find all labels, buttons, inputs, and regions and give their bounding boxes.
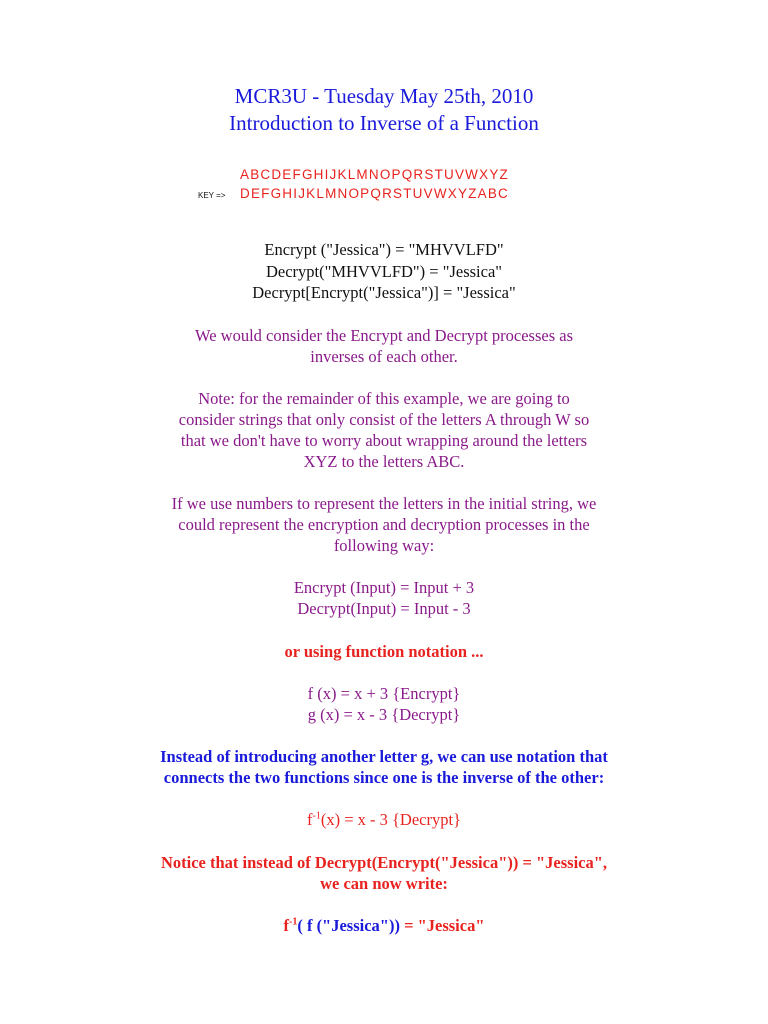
paragraph-inverse-line-2: inverses of each other. <box>310 347 458 366</box>
formula-g: g (x) = x - 3 {Decrypt} <box>307 705 461 724</box>
paragraph-numbers-line-2: could represent the encryption and decryption processes in the <box>178 515 590 534</box>
formula-f: f (x) = x + 3 {Encrypt} <box>307 684 461 703</box>
formula-final-f: f <box>283 916 289 935</box>
paragraph-notice-line-2: we can now write: <box>320 874 448 893</box>
formula-inverse-exponent: -1 <box>312 810 321 822</box>
formula-final <box>0 916 768 936</box>
example-composition: Decrypt[Encrypt("Jessica")] = "Jessica" <box>252 283 516 302</box>
paragraph-instead-line-1: Instead of introducing another letter g, we can use notation that <box>160 747 608 766</box>
formula-final-rest: = "Jessica" <box>399 916 485 935</box>
paragraph-note-line-2: consider strings that only consist of the letters A through W so <box>178 410 590 429</box>
cipher-shifted-alphabet: DEFGHIJKLMNOPQRSTUVWXYZABC <box>240 186 509 201</box>
paragraph-numbers-line-1: If we use numbers to represent the letters in the initial string, we <box>171 494 597 513</box>
formula-inverse-rest: (x) = x - 3 {Decrypt} <box>320 810 461 829</box>
formula-inverse-f: f <box>307 810 313 829</box>
formula-decrypt-words: Decrypt(Input) = Input - 3 <box>297 599 471 618</box>
example-decrypt: Decrypt("MHVVLFD") = "Jessica" <box>265 262 503 281</box>
paragraph-instead-line-2: connects the two functions since one is the inverse of the other: <box>163 768 605 787</box>
cipher-plain-alphabet: ABCDEFGHIJKLMNOPQRSTUVWXYZ <box>240 167 509 182</box>
formula-final-inner: ( f ("Jessica")) <box>297 916 400 935</box>
formula-inverse <box>0 810 768 830</box>
example-encrypt: Encrypt ("Jessica") = "MHVVLFD" <box>264 240 504 259</box>
paragraph-note-line-3: that we don't have to worry about wrapping around the letters <box>180 431 588 450</box>
paragraph-note-line-4: XYZ to the letters ABC. <box>303 452 465 471</box>
page-subtitle: Introduction to Inverse of a Function <box>229 111 539 135</box>
paragraph-numbers-line-3: following way: <box>333 536 435 555</box>
page-title: MCR3U - Tuesday May 25th, 2010 <box>234 84 534 108</box>
key-label: KEY => <box>198 191 226 200</box>
paragraph-note-line-1: Note: for the remainder of this example, we are going to <box>198 389 570 408</box>
formula-encrypt-words: Encrypt (Input) = Input + 3 <box>293 578 475 597</box>
function-notation-label: or using function notation ... <box>284 642 484 661</box>
paragraph-notice-line-1: Notice that instead of Decrypt(Encrypt("Jessica")) = "Jessica", <box>160 853 608 872</box>
formula-final-exponent: -1 <box>288 916 298 928</box>
paragraph-inverse-line-1: We would consider the Encrypt and Decrypt processes as <box>194 326 574 345</box>
